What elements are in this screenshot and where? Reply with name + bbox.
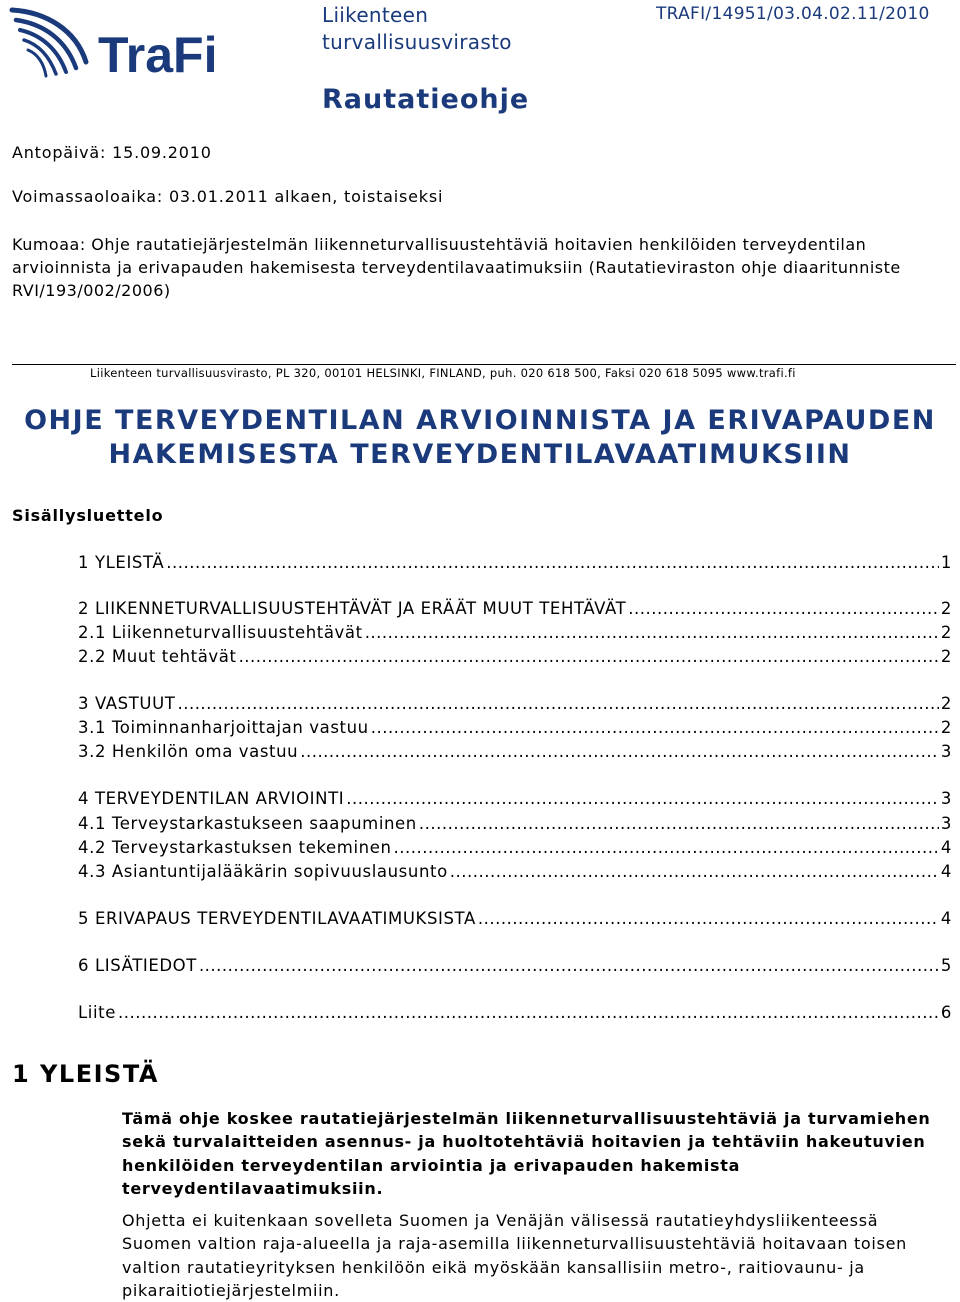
document-type: Rautatieohje bbox=[322, 84, 530, 115]
toc-leader bbox=[346, 789, 939, 808]
toc-entry-title: 3 VASTUUT bbox=[78, 694, 176, 713]
toc-entry-2[interactable] bbox=[78, 599, 952, 618]
toc-leader bbox=[371, 718, 939, 737]
toc-page-number: 2 bbox=[940, 694, 952, 713]
toc-leader bbox=[365, 623, 939, 642]
toc-leader bbox=[419, 814, 939, 833]
toc-page-number: 2 bbox=[940, 718, 952, 737]
toc-leader bbox=[118, 1003, 939, 1022]
toc-entry-6[interactable] bbox=[78, 956, 952, 975]
toc-entry-title: 3.1 Toiminnanharjoittajan vastuu bbox=[78, 718, 369, 737]
toc-entry-appendix[interactable] bbox=[78, 1003, 952, 1022]
toc-entry-title: 2.1 Liikenneturvallisuustehtävät bbox=[78, 623, 363, 642]
toc-leader bbox=[300, 742, 939, 761]
toc-leader bbox=[394, 838, 939, 857]
trafi-logo bbox=[6, 2, 256, 80]
toc-entry-4-3[interactable] bbox=[78, 862, 952, 881]
document-title-line2: HAKEMISESTA TERVEYDENTILAVAATIMUKSIIN bbox=[108, 439, 852, 470]
logo-wordmark: TraFi bbox=[98, 27, 218, 80]
agency-name-line1: Liikenteen bbox=[322, 3, 429, 27]
toc-entry-4[interactable] bbox=[78, 789, 952, 808]
toc-entry-2-1[interactable] bbox=[78, 623, 952, 642]
toc-heading: Sisällysluettelo bbox=[12, 506, 164, 525]
toc-entry-title: 2 LIIKENNETURVALLISUUSTEHTÄVÄT JA ERÄÄT MUUT TEHTÄVÄT bbox=[78, 599, 627, 618]
toc-entry-title: 4.2 Terveystarkastuksen tekeminen bbox=[78, 838, 392, 857]
toc-entry-title: 3.2 Henkilön oma vastuu bbox=[78, 742, 299, 761]
toc-entry-title: 4 TERVEYDENTILAN ARVIOINTI bbox=[78, 789, 345, 808]
toc-leader bbox=[478, 909, 939, 928]
toc-leader bbox=[239, 647, 939, 666]
toc-page-number: 4 bbox=[940, 909, 952, 928]
toc-entry-4-2[interactable] bbox=[78, 838, 952, 857]
toc-page-number: 5 bbox=[940, 956, 952, 975]
document-title bbox=[0, 404, 960, 472]
toc-entry-title: 2.2 Muut tehtävät bbox=[78, 647, 237, 666]
toc-page-number: 4 bbox=[940, 862, 952, 881]
repeals-note: Kumoaa: Ohje rautatiejärjestelmän liikenneturvallisuustehtäviä hoitavien henkilöiden terveydentilan arvioinnista ja erivapauden hakemisesta terveydentilavaatimuksiin (Rautatieviraston ohje diaaritunniste RVI/193/002/2006) bbox=[12, 235, 901, 300]
toc-leader bbox=[450, 862, 939, 881]
toc-page-number: 1 bbox=[940, 553, 952, 572]
toc-page-number: 3 bbox=[940, 789, 952, 808]
issue-date: Antopäivä: 15.09.2010 bbox=[12, 143, 212, 162]
toc-entry-title: 4.1 Terveystarkastukseen saapuminen bbox=[78, 814, 417, 833]
toc-entry-3-2[interactable] bbox=[78, 742, 952, 761]
toc-entry-title: Liite bbox=[78, 1003, 116, 1022]
toc-entry-5[interactable] bbox=[78, 909, 952, 928]
section-scope-paragraph: Ohjetta ei kuitenkaan sovelleta Suomen ja Venäjän välisessä rautatieyhdysliikenteessä Suomen valtion raja-alueella ja raja-asemilla liikenneturvallisuustehtäviä hoitavaan toisen valtion rautatieyrityksen henkilöön eikä myöskään kansallisiin metro-, raitiovaunu- ja pikaraitiotiejärjestelmiin. bbox=[122, 1211, 907, 1300]
toc-entry-3[interactable] bbox=[78, 694, 952, 713]
toc-entry-title: 4.3 Asiantuntijalääkärin sopivuuslausunto bbox=[78, 862, 448, 881]
validity-period: Voimassaoloaika: 03.01.2011 alkaen, toistaiseksi bbox=[12, 187, 444, 206]
agency-address: Liikenteen turvallisuusvirasto, PL 320, 00101 HELSINKI, FINLAND, puh. 020 618 500, Faksi 020 618 5095 www.trafi.fi bbox=[90, 366, 796, 380]
address-divider bbox=[12, 364, 956, 365]
toc-leader bbox=[199, 956, 939, 975]
toc-entry-1[interactable] bbox=[78, 553, 952, 572]
section-intro-paragraph: Tämä ohje koskee rautatiejärjestelmän liikenneturvallisuustehtäviä ja turvamiehen sekä turvalaitteiden asennus- ja huoltotehtäviä hoitavien ja tehtäviin hakeutuvien henkilöiden terveydentilan arviointia ja erivapauden hakemista terveydentilavaatimuksiin. bbox=[122, 1109, 931, 1198]
toc-page-number: 2 bbox=[940, 599, 952, 618]
toc-entry-3-1[interactable] bbox=[78, 718, 952, 737]
toc-page-number: 3 bbox=[940, 814, 952, 833]
toc-entry-title: 5 ERIVAPAUS TERVEYDENTILAVAATIMUKSISTA bbox=[78, 909, 476, 928]
toc-leader bbox=[628, 599, 939, 618]
toc-entry-title: 6 LISÄTIEDOT bbox=[78, 956, 197, 975]
toc-entry-title: 1 YLEISTÄ bbox=[78, 553, 165, 572]
document-reference: TRAFI/14951/03.04.02.11/2010 bbox=[656, 4, 930, 24]
toc-leader bbox=[177, 694, 938, 713]
toc-page-number: 3 bbox=[940, 742, 952, 761]
toc-entry-4-1[interactable] bbox=[78, 814, 952, 833]
toc-leader bbox=[166, 553, 939, 572]
toc-page-number: 6 bbox=[940, 1003, 952, 1022]
toc-page-number: 2 bbox=[940, 623, 952, 642]
toc-page-number: 2 bbox=[940, 647, 952, 666]
section-heading: 1 YLEISTÄ bbox=[12, 1060, 159, 1088]
toc-entry-2-2[interactable] bbox=[78, 647, 952, 666]
agency-name-line2: turvallisuusvirasto bbox=[322, 30, 512, 54]
toc-page-number: 4 bbox=[940, 838, 952, 857]
document-title-line1: OHJE TERVEYDENTILAN ARVIOINNISTA JA ERIVAPAUDEN bbox=[24, 405, 936, 436]
